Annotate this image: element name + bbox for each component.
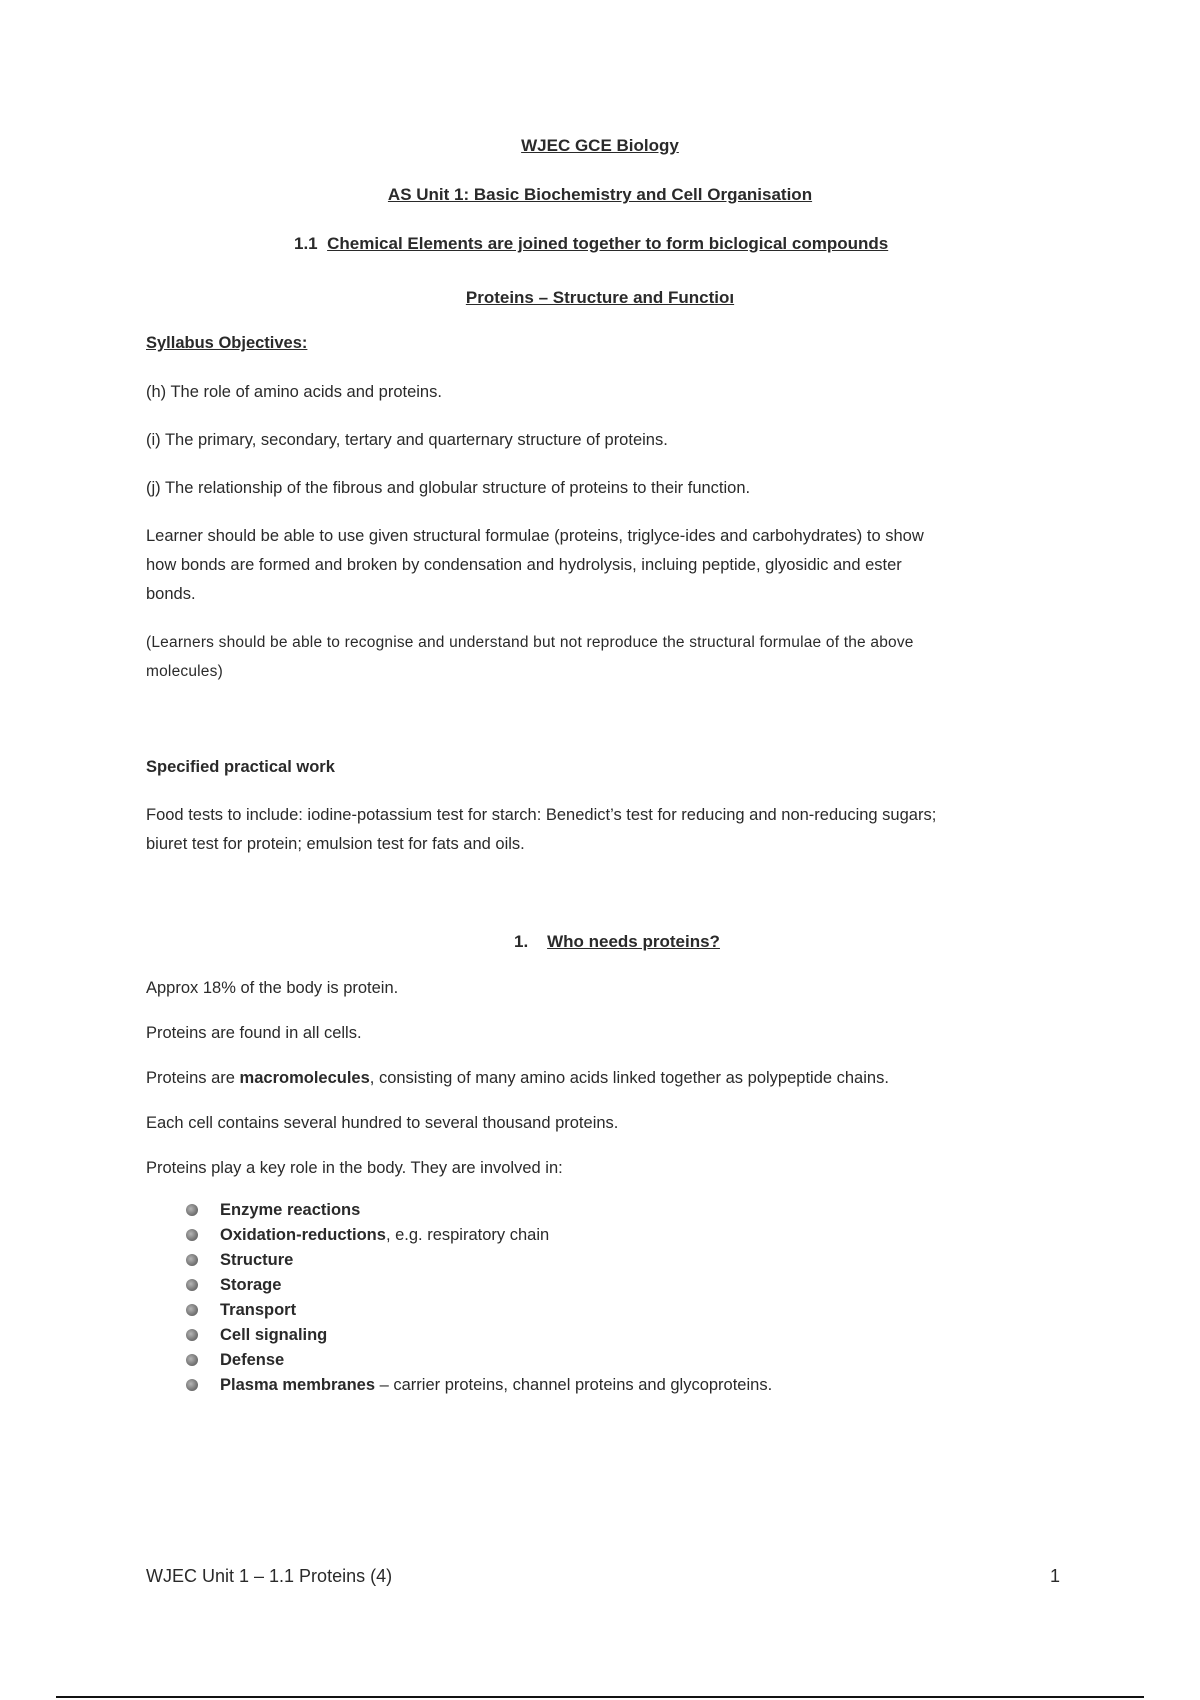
section1-number: 1. [514,932,529,951]
bullet-icon [186,1304,198,1316]
protein-fact-2: Proteins are found in all cells. [146,1024,362,1042]
list-item: Oxidation-reductions, e.g. respiratory chain [186,1223,772,1248]
list-item: Defense [186,1348,772,1373]
learner-line-2: how bonds are formed and broken by condensation and hydrolysis, incluing peptide, glyosidic and ester [146,556,902,574]
unit-title: AS Unit 1: Basic Biochemistry and Cell Organisation [387,185,813,204]
bullet-icon [186,1329,198,1341]
fact3-start: Proteins are [146,1069,240,1087]
practical-line-1: Food tests to include: iodine-potassium test for starch: Benedict’s test for reducing and non-reducing sugars; [146,806,937,824]
bullet-icon [186,1354,198,1366]
learner-note [146,628,1046,686]
section-heading [294,234,1094,254]
list-item: Plasma membranes – carrier proteins, channel proteins and glycoproteins. [186,1373,772,1398]
bottom-rule [56,1696,1144,1698]
list-item: Structure [186,1248,772,1273]
protein-fact-5: Proteins play a key role in the body. They are involved in: [146,1159,563,1177]
practical-paragraph [146,801,1046,859]
protein-roles-list [186,1198,772,1398]
page-number: 1 [1049,1566,1060,1586]
note-line-2: molecules) [146,663,223,680]
practical-heading: Specified practical work [146,758,335,776]
section-title: Chemical Elements are joined together to form biclogical compounds [327,234,889,253]
practical-line-2: biuret test for protein; emulsion test for fats and oils. [146,835,525,853]
section1-title: Who needs proteins? [547,932,720,951]
list-item: Enzyme reactions [186,1198,772,1223]
protein-fact-4: Each cell contains several hundred to several thousand proteins. [146,1114,619,1132]
objective-j: (j) The relationship of the fibrous and globular structure of proteins to their function. [146,479,751,497]
fact3-end: , consisting of many amino acids linked together as polypeptide chains. [369,1069,889,1087]
objectives-heading: Syllabus Objectives: [146,334,308,352]
footer-title: WJEC Unit 1 – 1.1 Proteins (4) [146,1566,393,1586]
bullet-icon [186,1379,198,1391]
objective-h: (h) The role of amino acids and proteins. [146,383,442,401]
topic-title: Proteins – Structure and Functioı [465,288,735,307]
objective-i: (i) The primary, secondary, tertary and quarternary structure of proteins. [146,431,668,449]
course-title: WJEC GCE Biology [521,136,679,155]
list-item: Storage [186,1273,772,1298]
bullet-icon [186,1204,198,1216]
protein-fact-3 [146,1064,1046,1093]
bullet-icon [186,1229,198,1241]
note-line-1: (Learners should be able to recognise and understand but not reproduce the structural formulae of the above [146,634,914,651]
learner-line-3: bonds. [146,585,196,603]
learner-line-1: Learner should be able to use given structural formulae (proteins, triglyce-ides and carbohydrates) to show [146,527,924,545]
list-item: Cell signaling [186,1323,772,1348]
fact3-bold: macromolecules [239,1069,370,1087]
bullet-icon [186,1254,198,1266]
learner-paragraph [146,522,1046,609]
protein-fact-1: Approx 18% of the body is protein. [146,979,399,997]
section1-heading [514,932,720,952]
bullet-icon [186,1279,198,1291]
section-number: 1.1 [294,234,318,253]
list-item: Transport [186,1298,772,1323]
